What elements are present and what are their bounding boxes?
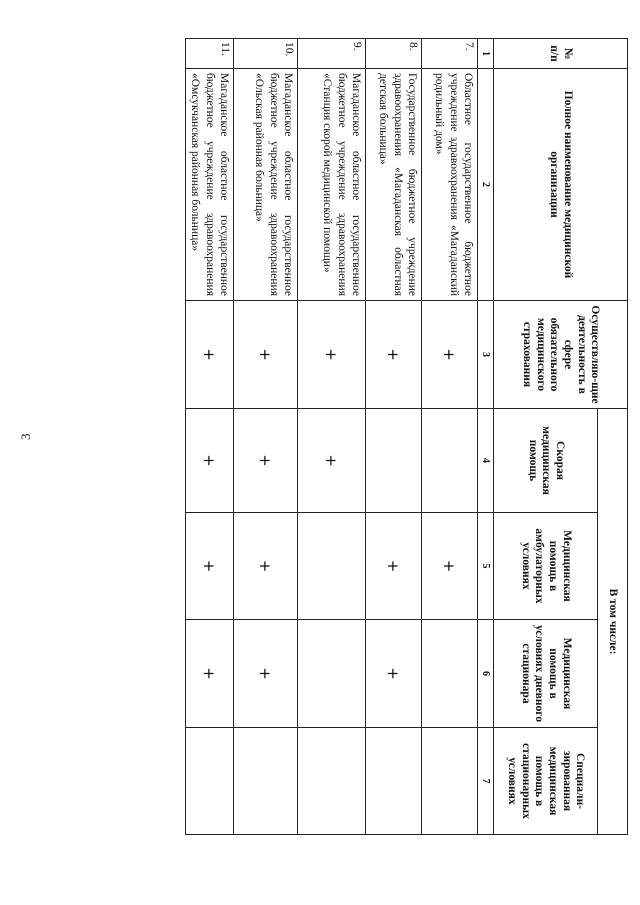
table-row <box>422 39 478 835</box>
organization-name: Государственное бюджетное учреждение здравоохранения «Магаданская областная детская больница» <box>366 69 422 301</box>
outpatient-mark: + <box>185 513 233 620</box>
emergency-mark: + <box>185 409 233 513</box>
organization-name: Магаданское областное государственное бюджетное учреждение здравоохранения «Станция скорой медицинской помощи» <box>298 69 366 301</box>
outpatient-mark: + <box>234 513 298 620</box>
day-hospital-mark: + <box>366 620 422 728</box>
specialized-mark <box>298 728 366 835</box>
oms-mark: + <box>422 301 478 409</box>
row-number: 8. <box>366 39 422 69</box>
table-row <box>298 39 366 835</box>
header-num: № п/п <box>494 39 628 69</box>
table-row <box>185 39 233 835</box>
header-day-hospital: Медицинская помощь в условиях дневного стационара <box>494 620 598 728</box>
oms-mark: + <box>366 301 422 409</box>
table-row <box>234 39 298 835</box>
outpatient-mark <box>298 513 366 620</box>
row-number: 11. <box>185 39 233 69</box>
index-cell: 5 <box>478 513 494 620</box>
index-cell: 1 <box>478 39 494 69</box>
specialized-mark <box>234 728 298 835</box>
row-number: 9. <box>298 39 366 69</box>
header-outpatient: Медицинская помощь в амбулаторных условиях <box>494 513 598 620</box>
specialized-mark <box>185 728 233 835</box>
header-name: Полное наименование медицинской организации <box>494 69 628 301</box>
oms-mark: + <box>185 301 233 409</box>
header-row-1 <box>598 39 628 835</box>
rotated-table-container <box>189 38 628 834</box>
row-number: 10. <box>234 39 298 69</box>
oms-mark: + <box>234 301 298 409</box>
specialized-mark <box>422 728 478 835</box>
outpatient-mark: + <box>422 513 478 620</box>
emergency-mark: + <box>298 409 366 513</box>
index-cell: 6 <box>478 620 494 728</box>
header-oms: Осуществляю-щие деятельность в сфере обязательного медицинского страхования <box>494 301 628 409</box>
index-row <box>478 39 494 835</box>
medical-organizations-table <box>185 38 628 835</box>
header-group: В том числе: <box>598 409 628 835</box>
organization-name: Магаданское областное государственное бюджетное учреждение здравоохранения «Ольская районная больница» <box>234 69 298 301</box>
index-cell: 7 <box>478 728 494 835</box>
index-cell: 4 <box>478 409 494 513</box>
day-hospital-mark <box>422 620 478 728</box>
table-row <box>366 39 422 835</box>
day-hospital-mark <box>298 620 366 728</box>
row-number: 7. <box>422 39 478 69</box>
header-specialized: Специали-зированная медицинская помощь в стационарных условиях <box>494 728 598 835</box>
specialized-mark <box>366 728 422 835</box>
organization-name: Областное государственное бюджетное учреждение здравоохранения «Магаданский родильный дом» <box>422 69 478 301</box>
outpatient-mark: + <box>366 513 422 620</box>
header-emergency: Скорая медицинская помощь <box>494 409 598 513</box>
page-number: 3 <box>18 433 33 440</box>
organization-name: Магаданское областное государственное бюджетное учреждение здравоохранения «Омсукчанская районная больница» <box>185 69 233 301</box>
index-cell: 2 <box>478 69 494 301</box>
emergency-mark <box>366 409 422 513</box>
emergency-mark <box>422 409 478 513</box>
day-hospital-mark: + <box>234 620 298 728</box>
index-cell: 3 <box>478 301 494 409</box>
day-hospital-mark: + <box>185 620 233 728</box>
oms-mark: + <box>298 301 366 409</box>
emergency-mark: + <box>234 409 298 513</box>
